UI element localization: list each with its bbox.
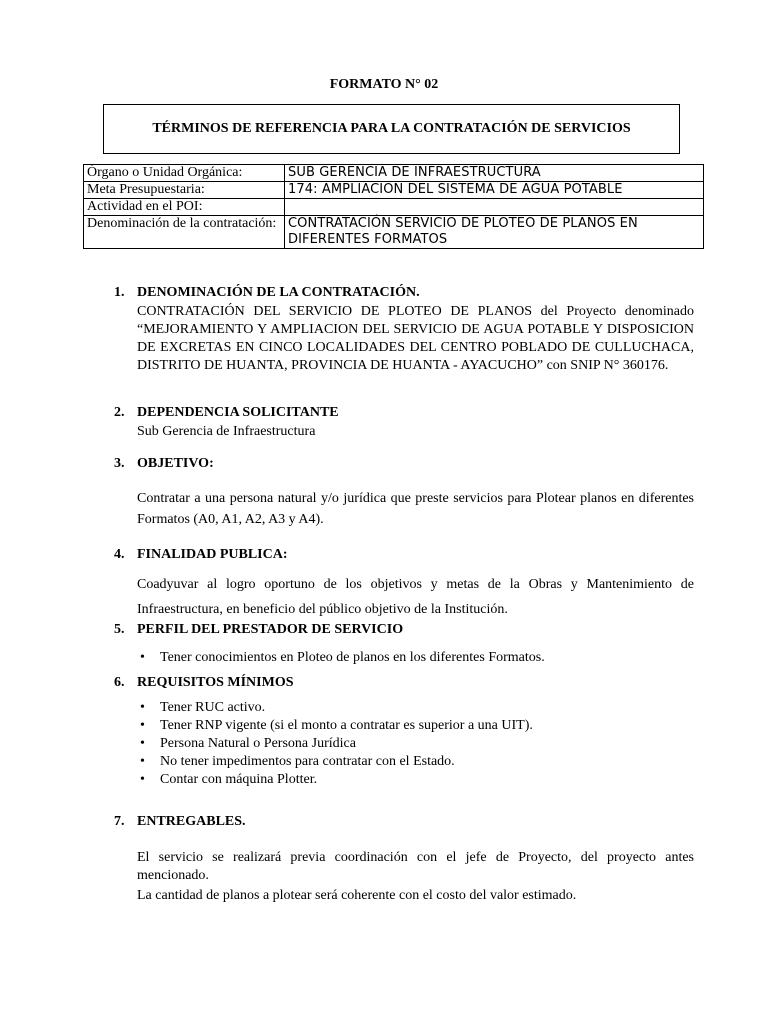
table-row — [84, 199, 704, 216]
section-title: FINALIDAD PUBLICA: — [137, 547, 288, 562]
section-5-list — [137, 649, 694, 667]
section-5-heading — [114, 622, 403, 638]
list-item-text: Tener conocimientos en Ploteo de planos en los diferentes Formatos. — [160, 650, 545, 665]
list-item — [137, 717, 694, 735]
section-3-heading — [114, 456, 214, 472]
list-item-text: Persona Natural o Persona Jurídica — [160, 736, 356, 751]
section-number: 5. — [114, 622, 125, 637]
row-label: Órgano o Unidad Orgánica: — [84, 165, 285, 182]
section-title: REQUISITOS MÍNIMOS — [137, 675, 294, 690]
table-row — [84, 182, 704, 199]
section-6-heading — [114, 675, 294, 691]
section-6-list — [137, 699, 694, 789]
row-label: Meta Presupuestaria: — [84, 182, 285, 199]
section-7-heading — [114, 814, 246, 830]
table-row — [84, 165, 704, 182]
section-3-text: Contratar a una persona natural y/o jurídica que preste servicios para Plotear planos en diferentes Formatos (A0, A1, A2, A3 y A4). — [137, 491, 694, 527]
list-item — [137, 771, 694, 789]
section-number: 2. — [114, 405, 125, 420]
list-item — [137, 735, 694, 753]
list-item-text: Contar con máquina Plotter. — [160, 772, 318, 787]
main-title-box — [103, 104, 680, 154]
list-item — [137, 649, 694, 667]
section-number: 6. — [114, 675, 125, 690]
list-item-text: Tener RNP vigente (si el monto a contratar es superior a una UIT). — [160, 718, 533, 733]
section-title: ENTREGABLES. — [137, 814, 246, 829]
bullet: • — [140, 650, 145, 665]
bullet: • — [140, 754, 145, 769]
info-table — [83, 164, 704, 249]
section-1-heading — [114, 285, 420, 301]
row-value: 174: AMPLIACION DEL SISTEMA DE AGUA POTABLE — [285, 182, 704, 199]
section-title: OBJETIVO: — [137, 456, 214, 471]
row-value — [285, 199, 704, 216]
section-title: DEPENDENCIA SOLICITANTE — [137, 405, 339, 420]
section-4-heading — [114, 547, 288, 563]
list-item-text: No tener impedimentos para contratar con el Estado. — [160, 754, 455, 769]
row-label: Denominación de la contratación: — [84, 216, 285, 249]
section-7-text-2: La cantidad de planos a plotear será coherente con el costo del valor estimado. — [137, 888, 577, 903]
row-value: SUB GERENCIA DE INFRAESTRUCTURA — [285, 165, 704, 182]
form-number: FORMATO N° 02 — [329, 77, 439, 92]
bullet: • — [140, 736, 145, 751]
row-label: Actividad en el POI: — [84, 199, 285, 216]
section-7-text-1: El servicio se realizará previa coordinación con el jefe de Proyecto, del proyecto antes mencionado. — [137, 850, 694, 883]
list-item — [137, 699, 694, 717]
section-number: 7. — [114, 814, 125, 829]
list-item-text: Tener RUC activo. — [160, 700, 266, 715]
section-number: 4. — [114, 547, 125, 562]
section-2-text: Sub Gerencia de Infraestructura — [137, 424, 316, 439]
list-item — [137, 753, 694, 771]
section-title: PERFIL DEL PRESTADOR DE SERVICIO — [137, 622, 404, 637]
section-2-heading — [114, 405, 339, 421]
table-row — [84, 216, 704, 249]
section-number: 1. — [114, 285, 125, 300]
bullet: • — [140, 700, 145, 715]
section-4-text: Coadyuvar al logro oportuno de los objetivos y metas de la Obras y Mantenimiento de Infraestructura, en beneficio del público objetivo de la Institución. — [137, 577, 694, 617]
main-title: TÉRMINOS DE REFERENCIA PARA LA CONTRATACIÓN DE SERVICIOS — [152, 121, 631, 136]
row-value: CONTRATACIÓN SERVICIO DE PLOTEO DE PLANOS EN DIFERENTES FORMATOS — [285, 216, 704, 249]
section-number: 3. — [114, 456, 125, 471]
bullet: • — [140, 718, 145, 733]
bullet: • — [140, 772, 145, 787]
section-title: DENOMINACIÓN DE LA CONTRATACIÓN. — [137, 285, 420, 300]
section-1-text: CONTRATACIÓN DEL SERVICIO DE PLOTEO DE PLANOS del Proyecto denominado “MEJORAMIENTO Y AMPLIACION DEL SERVICIO DE AGUA POTABLE Y DISPOSICION DE EXCRETAS EN CINCO LOCALIDADES DEL CENTRO POBLADO DE CULLUCHACA, DISTRITO DE HUANTA, PROVINCIA DE HUANTA - AYACUCHO” con SNIP N° 360176. — [137, 304, 694, 373]
